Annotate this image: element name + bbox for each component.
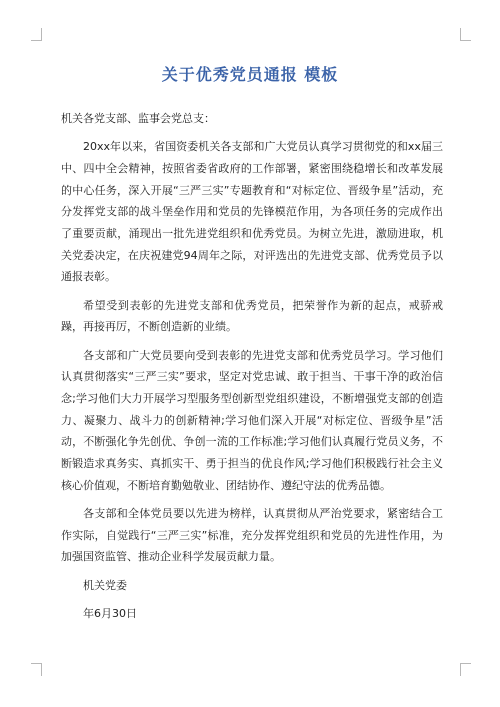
- page-corner-mark-bottom-left: [31, 663, 42, 676]
- document-body: [61, 108, 443, 631]
- paragraph-4: 各支部和全体党员要以先进为榜样，认真贯彻从严治党要求，紧密结合工作实际，自觉践行“三严三实”标准，充分发挥党组织和党员的先进性作用，为加强国资监管、推动企业科学发展贡献力量。: [61, 506, 443, 564]
- paragraph-3: 各支部和广大党员要向受到表彰的先进党支部和优秀党员学习。学习他们认真贯彻落实“三严三实”要求，坚定对党忠诚、敢于担当、干事干净的政治信念;学习他们大力开展学习型服务型创新型党组织建设，不断增强党支部的创造力、凝聚力、战斗力的创新精神;学习他们深入开展“对标定位、晋级争星”活动，不断强化争先创优、争创一流的工作标准;学习他们认真履行党员义务，不断锻造求真务实、真抓实干、勇于担当的优良作风;学习他们积极践行社会主义核心价值观，不断培育勤勉敬业、团结协作、遵纪守法的优秀品德。: [61, 348, 443, 492]
- signature: 机关党委: [83, 578, 127, 592]
- page-corner-mark-bottom-right: [460, 663, 471, 676]
- paragraph-1: 20xx年以来，省国资委机关各支部和广大党员认真学习贯彻党的和xx届三中、四中全会精神，按照省委省政府的工作部署，紧密围绕稳增长和改革发展的中心任务，深入开展“三严三实”专题教育和“对标定位、晋级争星”活动，充分发挥党支部的战斗堡垒作用和党员的先锋模范作用，为各项任务的完成作出了重要贡献，涌现出一批先进党组织和优秀党员。为树立先进，激励进取，机关党委决定，在庆祝建党94周年之际，对评选出的先进党支部、优秀党员予以通报表彰。: [61, 140, 443, 284]
- salutation: 机关各党支部、监事会党总支：: [61, 112, 215, 125]
- paragraph-2: 希望受到表彰的先进党支部和优秀党员，把荣誉作为新的起点，戒骄戒躁，再接再厉，不断创造新的业绩。: [61, 298, 443, 334]
- page-corner-mark-top-right: [460, 28, 471, 41]
- page-corner-mark-top-left: [31, 28, 42, 41]
- date: 年6月30日: [83, 606, 137, 620]
- document-title: 关于优秀党员通报 模板: [161, 65, 339, 84]
